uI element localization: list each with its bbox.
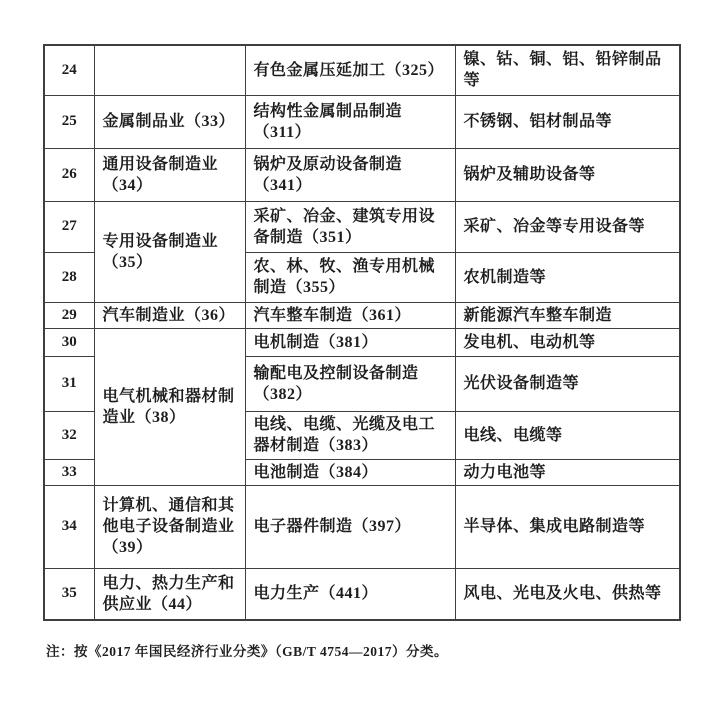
industry-cell: 电气机械和器材制造业（38） (94, 328, 245, 485)
industry-cell (94, 45, 245, 95)
table-row (44, 148, 680, 201)
sub-industry-cell: 农、林、牧、渔专用机械制造（355） (245, 252, 455, 302)
industry-cell: 计算机、通信和其他电子设备制造业（39） (94, 485, 245, 568)
products-cell: 半导体、集成电路制造等 (455, 485, 680, 568)
table-row (44, 45, 680, 95)
row-number-cell: 28 (44, 252, 94, 302)
sub-industry-cell: 电线、电缆、光缆及电工器材制造（383） (245, 411, 455, 459)
products-cell: 风电、光电及火电、供热等 (455, 568, 680, 620)
products-cell: 发电机、电动机等 (455, 328, 680, 356)
industry-classification-table (43, 44, 681, 621)
sub-industry-cell: 有色金属压延加工（325） (245, 45, 455, 95)
products-cell: 光伏设备制造等 (455, 356, 680, 411)
products-cell: 电线、电缆等 (455, 411, 680, 459)
row-number-cell: 25 (44, 95, 94, 148)
products-cell: 新能源汽车整车制造 (455, 302, 680, 328)
sub-industry-cell: 结构性金属制品制造（311） (245, 95, 455, 148)
row-number-cell: 34 (44, 485, 94, 568)
products-cell: 不锈钢、铝材制品等 (455, 95, 680, 148)
table-row (44, 95, 680, 148)
sub-industry-cell: 电子器件制造（397） (245, 485, 455, 568)
sub-industry-cell: 电池制造（384） (245, 459, 455, 485)
industry-cell: 专用设备制造业（35） (94, 201, 245, 302)
classification-footnote: 注：按《2017 年国民经济行业分类》（GB/T 4754—2017）分类。 (46, 644, 449, 659)
sub-industry-cell: 电机制造（381） (245, 328, 455, 356)
industry-cell: 电力、热力生产和供应业（44） (94, 568, 245, 620)
table-row (44, 328, 680, 356)
industry-cell: 通用设备制造业（34） (94, 148, 245, 201)
industry-cell: 金属制品业（33） (94, 95, 245, 148)
table-row (44, 201, 680, 252)
table-row (44, 568, 680, 620)
products-cell: 锅炉及辅助设备等 (455, 148, 680, 201)
table-row (44, 485, 680, 568)
sub-industry-cell: 输配电及控制设备制造（382） (245, 356, 455, 411)
row-number-cell: 35 (44, 568, 94, 620)
row-number-cell: 31 (44, 356, 94, 411)
products-cell: 动力电池等 (455, 459, 680, 485)
industry-cell: 汽车制造业（36） (94, 302, 245, 328)
table-row (44, 302, 680, 328)
products-cell: 镍、钴、铜、铝、铅锌制品等 (455, 45, 680, 95)
sub-industry-cell: 汽车整车制造（361） (245, 302, 455, 328)
row-number-cell: 32 (44, 411, 94, 459)
products-cell: 农机制造等 (455, 252, 680, 302)
sub-industry-cell: 电力生产（441） (245, 568, 455, 620)
row-number-cell: 24 (44, 45, 94, 95)
sub-industry-cell: 采矿、冶金、建筑专用设备制造（351） (245, 201, 455, 252)
row-number-cell: 29 (44, 302, 94, 328)
row-number-cell: 30 (44, 328, 94, 356)
sub-industry-cell: 锅炉及原动设备制造（341） (245, 148, 455, 201)
products-cell: 采矿、冶金等专用设备等 (455, 201, 680, 252)
row-number-cell: 33 (44, 459, 94, 485)
row-number-cell: 27 (44, 201, 94, 252)
row-number-cell: 26 (44, 148, 94, 201)
